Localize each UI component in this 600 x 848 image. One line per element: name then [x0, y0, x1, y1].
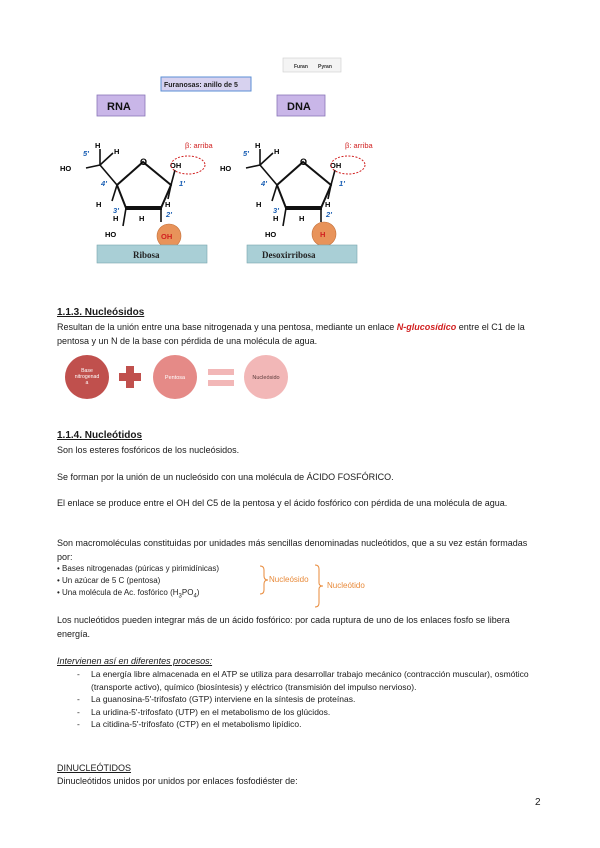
furanosas-label: Furanosas: anillo de 5: [164, 82, 238, 89]
svg-text:O: O: [140, 157, 148, 167]
svg-text:H: H: [273, 214, 279, 223]
svg-text:H: H: [114, 147, 120, 156]
svg-text:H: H: [320, 230, 326, 239]
svg-text:OH: OH: [161, 232, 173, 241]
list-item: - La guanosina-5'-trifosfato (GTP) interviene en la síntesis de proteínas.: [57, 693, 544, 706]
nucleotidos-p3: El enlace se produce entre el OH del C5 de la pentosa y el ácido fosfórico con pérdida de una molécula de agua.: [57, 498, 508, 508]
beta-label-desoxirribosa: β: arriba: [345, 141, 373, 150]
svg-text:H: H: [255, 141, 261, 150]
svg-text:5': 5': [243, 149, 249, 158]
eq-base-label: Base nitrogenad a: [74, 368, 100, 386]
nucleotidos-p4: Son macromoléculas constituidas por unidades más sencillas denominadas nucleótidos, que a su vez están formadas por:: [57, 538, 528, 562]
svg-text:3': 3': [113, 206, 119, 215]
svg-text:2': 2': [326, 210, 332, 219]
components-list: [57, 563, 377, 609]
list-item: - La uridina-5'-trifosfato (UTP) en el metabolismo de los glúcidos.: [57, 706, 544, 719]
brace-nucleosido: Nucleósido: [269, 575, 309, 584]
page-number: 2: [535, 797, 541, 808]
beta-label-ribosa: β: arriba: [185, 141, 213, 150]
eq-pentosa-label: Pentosa: [164, 375, 186, 381]
sugar-figure: [55, 55, 373, 270]
eq-nucleosido-label: Nucleósido: [252, 375, 280, 381]
svg-text:H: H: [139, 214, 145, 223]
svg-text:HO: HO: [265, 230, 277, 239]
svg-text:H: H: [113, 214, 119, 223]
svg-text:4': 4': [101, 179, 107, 188]
svg-text:H: H: [325, 200, 331, 209]
component-item: • Una molécula de Ac. fosfórico $(H_3PO_4)$: [57, 588, 200, 600]
nucleotidos-p5: Los nucleótidos pueden integrar más de un ácido fosfórico: por cada ruptura de uno de los enlaces fosfo se libera energía.: [57, 615, 510, 639]
heading-nucleosidos: 1.1.3. Nucleósidos: [57, 307, 145, 318]
procesos-title: Intervienen así en diferentes procesos:: [57, 656, 213, 666]
ribosa-label: Ribosa: [133, 250, 160, 260]
svg-text:O: O: [300, 157, 308, 167]
svg-text:H: H: [95, 141, 101, 150]
svg-text:H: H: [256, 200, 262, 209]
heading-nucleotidos: 1.1.4. Nucleótidos: [57, 430, 143, 441]
procesos-list: [57, 668, 544, 731]
brace-nucleotido: Nucleótido: [327, 581, 365, 590]
svg-text:5': 5': [83, 149, 89, 158]
svg-text:HO: HO: [105, 230, 117, 239]
list-item: - La citidina-5'-trifosfato (CTP) en el metabolismo lipídico.: [57, 718, 544, 731]
svg-text:H: H: [165, 200, 171, 209]
nucleoside-equation: [60, 354, 310, 400]
component-item: • Bases nitrogenadas (púricas y pirimidínicas): [57, 564, 219, 573]
svg-text:H: H: [96, 200, 102, 209]
dinucleotidos-text: Dinucleótidos unidos por unidos por enlaces fosfodiéster de:: [57, 776, 298, 786]
desoxirribosa-label: Desoxirribosa: [262, 250, 316, 260]
svg-text:HO: HO: [220, 164, 232, 173]
rna-label: RNA: [107, 101, 131, 113]
furan-label: Furan: [294, 64, 308, 70]
svg-text:HO: HO: [60, 164, 72, 173]
svg-text:2': 2': [166, 210, 172, 219]
component-item: • Un azúcar de 5 C (pentosa): [57, 576, 161, 585]
deoxyribose-structure: [220, 141, 373, 246]
pyran-label: Pyran: [318, 64, 332, 70]
list-item: - La energía libre almacenada en el ATP se utiliza para desarrollar trabajo mecánico (contracción muscular), osmótico (transporte activo), químico (biosíntesis) y eléctrico (transmisión del impulso nervioso).: [57, 668, 544, 693]
svg-text:4': 4': [261, 179, 267, 188]
svg-text:H: H: [299, 214, 305, 223]
heading-dinucleotidos: DINUCLEÓTIDOS: [57, 763, 132, 773]
svg-text:H: H: [274, 147, 280, 156]
nucleotidos-p1: Son los esteres fosfóricos de los nucleósidos.: [57, 445, 240, 455]
nucleotidos-p2: Se forman por la unión de un nucleósido con una molécula de ÁCIDO FOSFÓRICO.: [57, 472, 394, 482]
svg-text:3': 3': [273, 206, 279, 215]
svg-text:OH: OH: [330, 161, 342, 170]
dna-label: DNA: [287, 101, 311, 113]
n-glucosidico-term: N-glucosídico: [396, 322, 457, 332]
svg-text:1': 1': [179, 179, 185, 188]
nucleosidos-paragraph: Resultan de la unión entre una base nitrogenada y una pentosa, mediante un enlace N-glucosídico entre el C1 de la pentosa y un N de la base con pérdida de una molécula de agua.: [57, 322, 525, 346]
svg-text:OH: OH: [170, 161, 182, 170]
svg-text:1': 1': [339, 179, 345, 188]
ribose-structure: [60, 141, 213, 248]
